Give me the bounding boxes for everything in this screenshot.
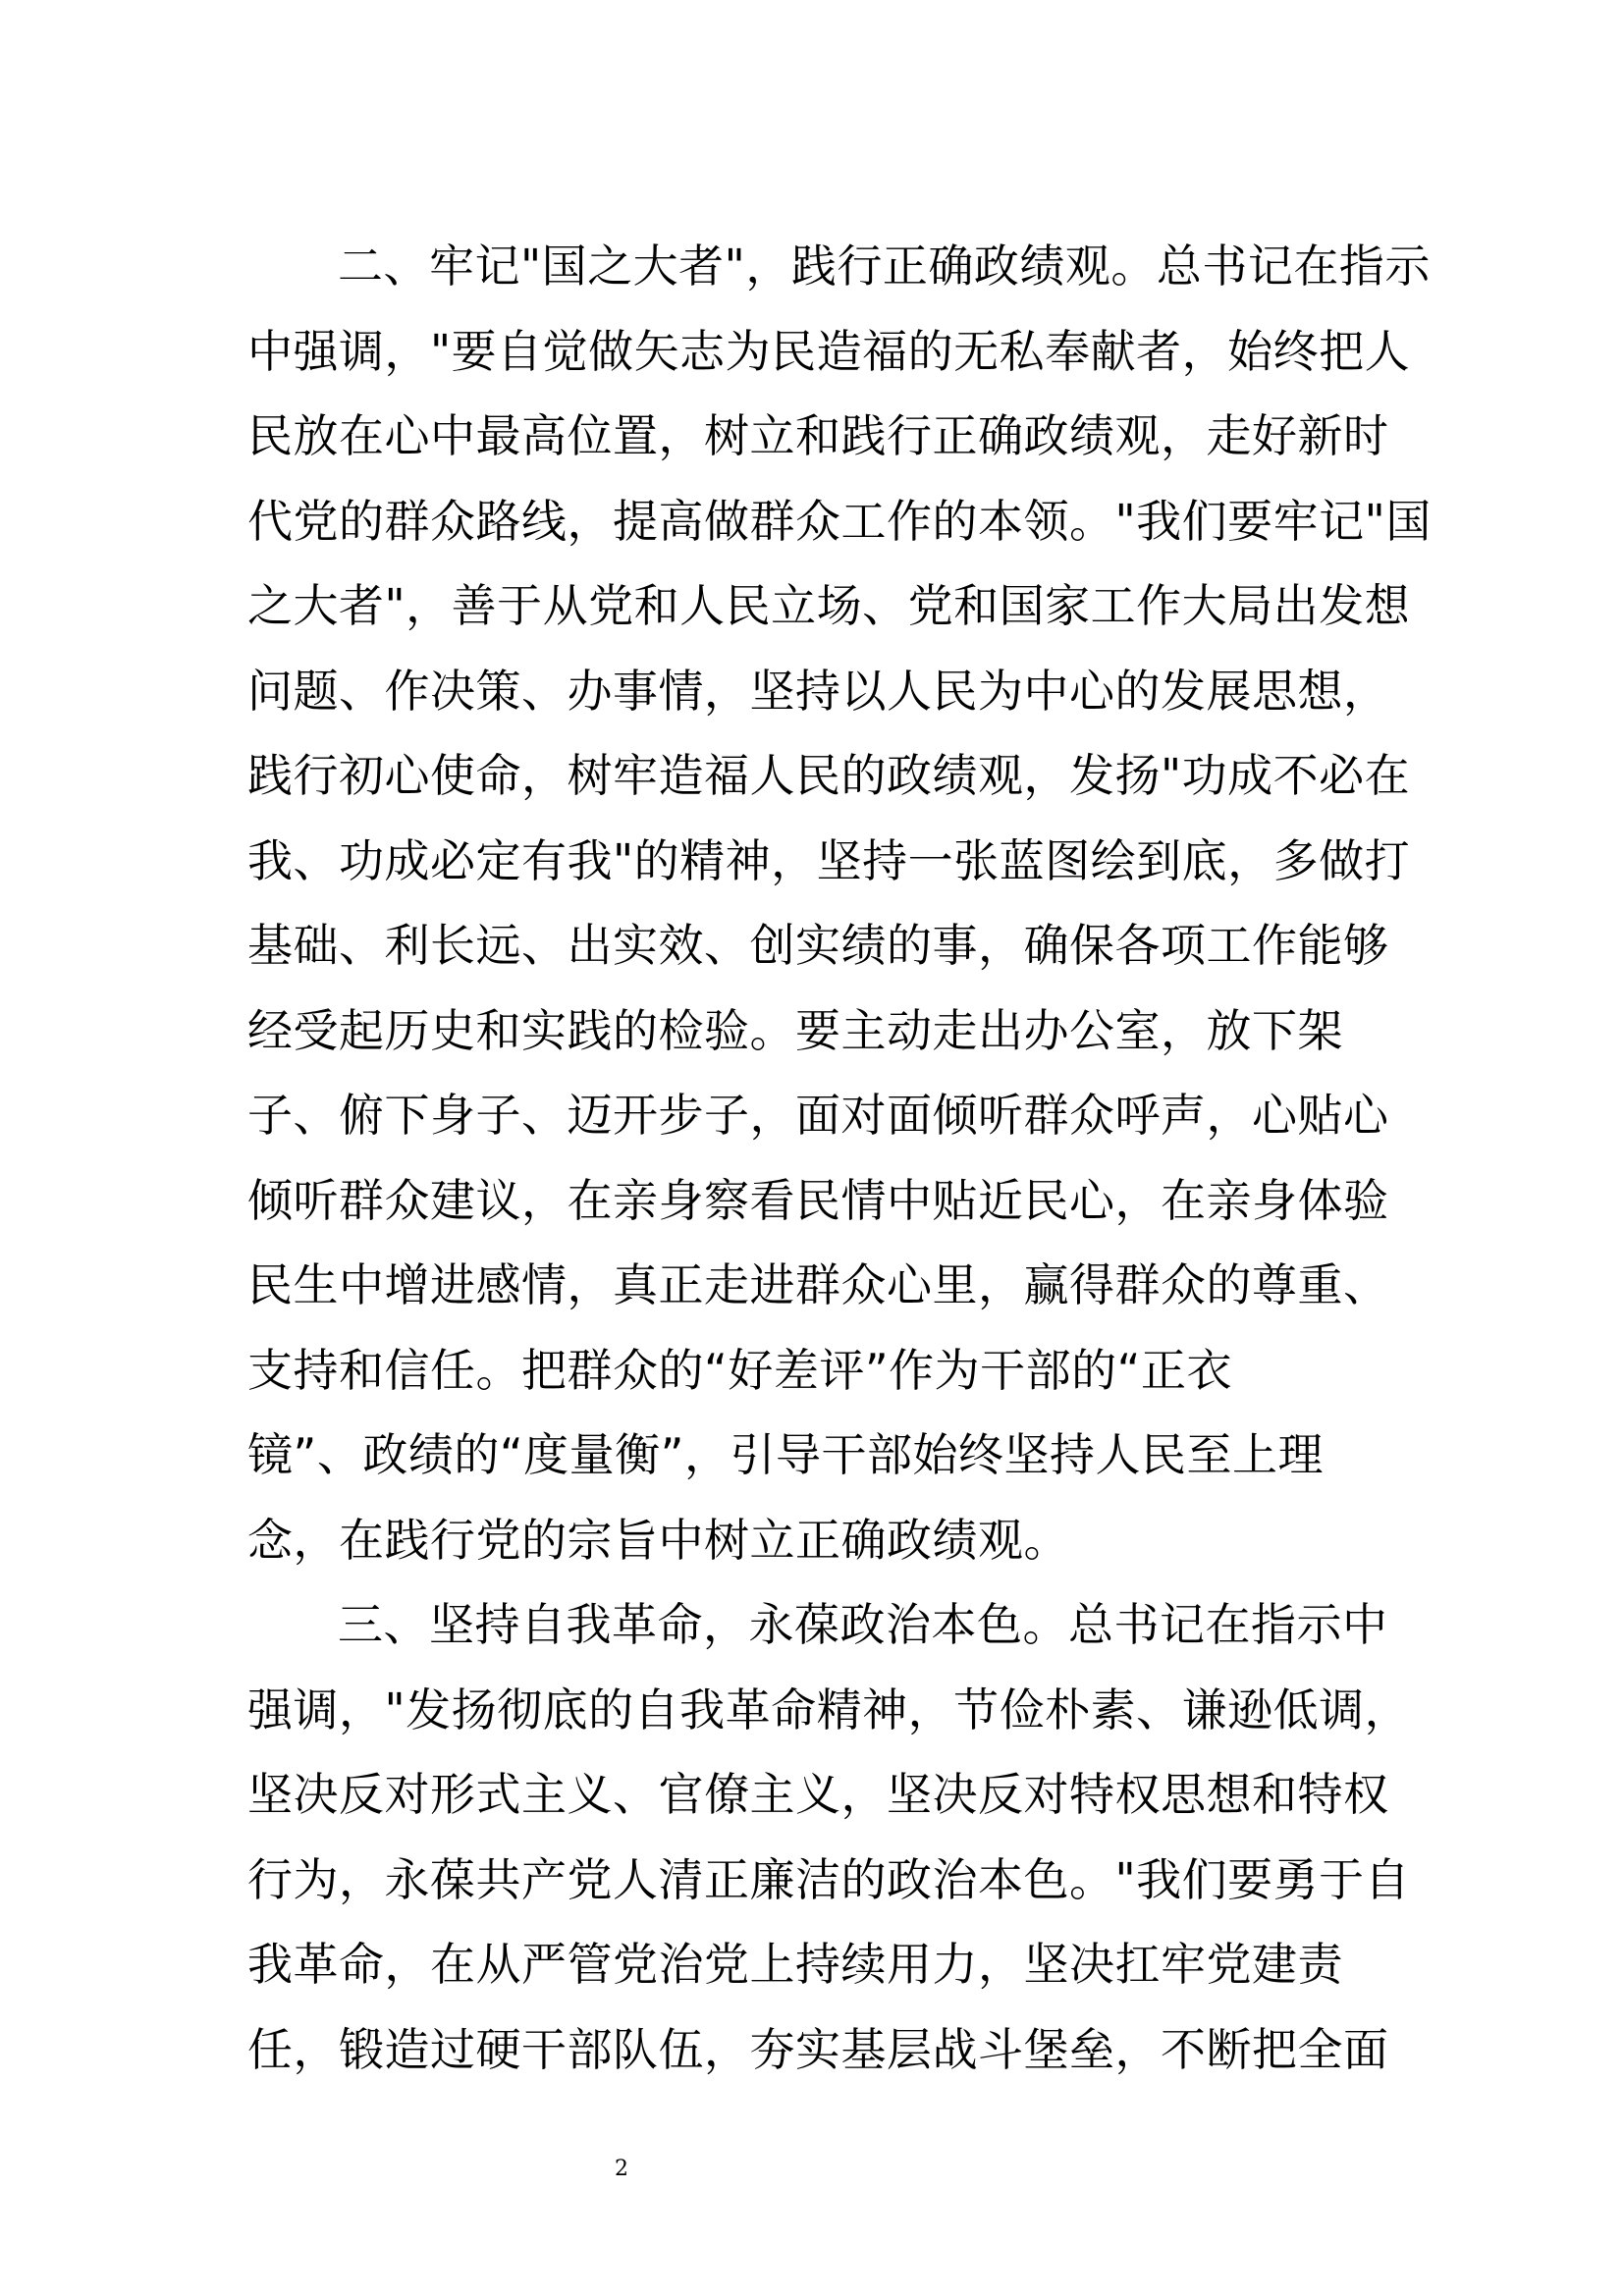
paragraph-2-line-11: 子、俯下身子、迈开步子，面对面倾听群众呼声，心贴心 xyxy=(247,1089,1389,1142)
paragraph-3-line-5: 我革命，在从严管党治党上持续用力，坚决扛牢党建责 xyxy=(247,1938,1343,1991)
paragraph-2-line-12: 倾听群众建议，在亲身察看民情中贴近民心，在亲身体验 xyxy=(247,1173,1389,1227)
paragraph-2-line-4: 代党的群众路线，提高做群众工作的本领。"我们要牢记"国 xyxy=(247,494,1432,548)
paragraph-3-line-3: 坚决反对形式主义、官僚主义，坚决反对特权思想和特权 xyxy=(247,1768,1389,1821)
body-text xyxy=(247,224,1432,2092)
paragraph-2-line-2: 中强调，"要自觉做矢志为民造福的无私奉献者，始终把人 xyxy=(247,324,1411,378)
paragraph-2-line-16: 念，在践行党的宗旨中树立正确政绩观。 xyxy=(247,1513,1069,1567)
paragraph-2-line-13: 民生中增进感情，真正走进群众心里，赢得群众的尊重、 xyxy=(247,1258,1389,1311)
paragraph-2-line-9: 基础、利长远、出实效、创实绩的事，确保各项工作能够 xyxy=(247,919,1389,972)
paragraph-2-line-5: 之大者"，善于从党和人民立场、党和国家工作大局出发想 xyxy=(247,579,1411,632)
paragraph-3-line-1: 三、坚持自我革命，永葆政治本色。总书记在指示中 xyxy=(338,1598,1388,1651)
paragraph-2-line-10: 经受起历史和实践的检验。要主动走出办公室，放下架 xyxy=(247,1003,1343,1057)
paragraph-3-line-6: 任，锻造过硬干部队伍，夯实基层战斗堡垒，不断把全面 xyxy=(247,2022,1389,2076)
paragraph-2-line-15: 镜”、政绩的“度量衡”，引导干部始终坚持人民至上理 xyxy=(247,1428,1324,1481)
paragraph-3-line-4: 行为，永葆共产党人清正廉洁的政治本色。"我们要勇于自 xyxy=(247,1852,1411,1906)
paragraph-2-line-7: 践行初心使命，树牢造福人民的政绩观，发扬"功成不必在 xyxy=(247,749,1411,802)
page-number: 2 xyxy=(615,2157,628,2181)
paragraph-2-line-1: 二、牢记"国之大者"，践行正确政绩观。总书记在指示 xyxy=(338,240,1431,293)
paragraph-3-line-2: 强调，"发扬彻底的自我革命精神，节俭朴素、谦逊低调， xyxy=(247,1682,1411,1736)
paragraph-2-line-6: 问题、作决策、办事情，坚持以人民为中心的发展思想， xyxy=(247,664,1389,718)
paragraph-2-line-8: 我、功成必定有我"的精神，坚持一张蓝图绘到底，多做打 xyxy=(247,833,1411,887)
paragraph-2-line-14: 支持和信任。把群众的“好差评”作为干部的“正衣 xyxy=(247,1343,1232,1397)
paragraph-2-line-3: 民放在心中最高位置，树立和践行正确政绩观，走好新时 xyxy=(247,409,1389,462)
